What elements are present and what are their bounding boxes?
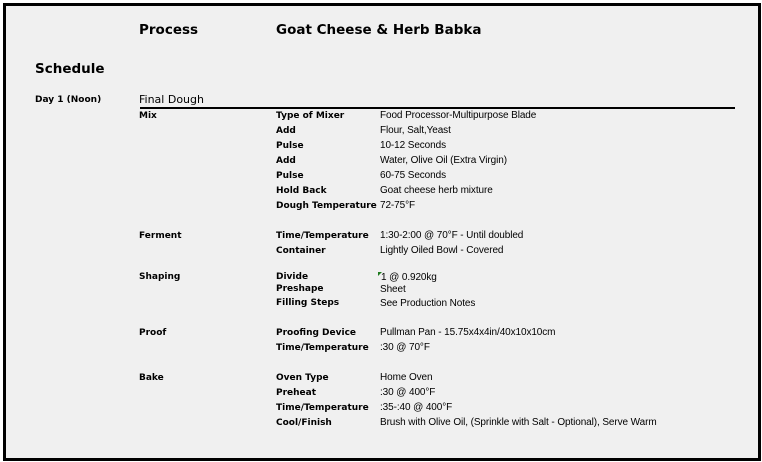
step-label: Add [276, 126, 296, 136]
step-value: 10-12 Seconds [380, 140, 446, 151]
step-value: Sheet [380, 284, 406, 295]
step-value: 60-75 Seconds [380, 170, 446, 181]
step-label: Proofing Device [276, 328, 357, 338]
step-value: :30 @ 400°F [380, 387, 436, 398]
section-divider [140, 107, 735, 109]
schedule-title: Schedule [35, 61, 105, 77]
step-label: Dough Temperature [276, 201, 377, 211]
step-label: Time/Temperature [276, 403, 369, 413]
step-value: Water, Olive Oil (Extra Virgin) [380, 155, 507, 166]
step-label: Pulse [276, 141, 304, 151]
step-shaping: Shaping [139, 272, 181, 282]
day-label: Day 1 (Noon) [35, 95, 102, 105]
step-bake: Bake [139, 373, 164, 383]
section-title: Final Dough [139, 93, 204, 106]
step-value: Pullman Pan - 15.75x4x4in/40x10x10cm [380, 327, 556, 338]
step-label: Filling Steps [276, 298, 340, 308]
step-label: Add [276, 156, 296, 166]
process-label: Process [139, 22, 199, 38]
step-mix: Mix [139, 111, 157, 121]
step-value: Lightly Oiled Bowl - Covered [380, 245, 504, 256]
step-value: 1 @ 0.920kg [381, 272, 437, 283]
step-label: Container [276, 246, 326, 256]
step-value: :30 @ 70°F [380, 342, 430, 353]
step-label: Cool/Finish [276, 418, 332, 428]
step-label: Pulse [276, 171, 304, 181]
step-label: Hold Back [276, 186, 327, 196]
step-value: Home Oven [380, 372, 433, 383]
step-ferment: Ferment [139, 231, 182, 241]
step-label: Type of Mixer [276, 111, 345, 121]
recipe-title: Goat Cheese & Herb Babka [276, 22, 482, 38]
step-value: :35-:40 @ 400°F [380, 402, 453, 413]
step-value: 72-75°F [380, 200, 415, 211]
step-proof: Proof [139, 328, 167, 338]
step-label: Preshape [276, 284, 324, 294]
step-label: Preheat [276, 388, 317, 398]
step-value: Brush with Olive Oil, (Sprinkle with Salt - Optional), Serve Warm [380, 417, 657, 428]
step-value: Flour, Salt,Yeast [380, 125, 451, 136]
step-value: 1:30-2:00 @ 70°F - Until doubled [380, 230, 524, 241]
step-value: Food Processor-Multipurpose Blade [380, 110, 537, 121]
step-label: Divide [276, 272, 309, 282]
recipe-sheet [3, 3, 761, 461]
step-value: See Production Notes [380, 298, 476, 309]
step-value: Goat cheese herb mixture [380, 185, 493, 196]
step-label: Time/Temperature [276, 343, 369, 353]
step-label: Oven Type [276, 373, 329, 383]
step-label: Time/Temperature [276, 231, 369, 241]
